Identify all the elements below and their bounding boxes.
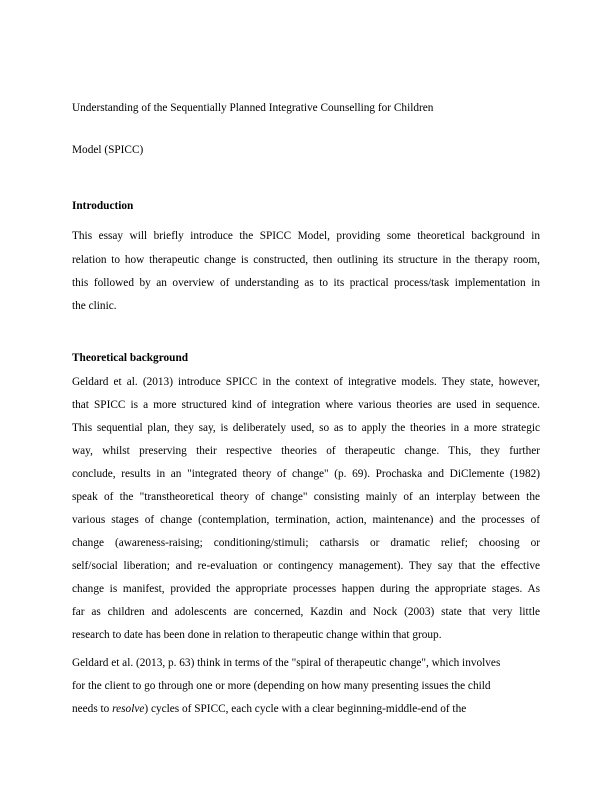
spiral-text-before: needs to: [72, 703, 113, 715]
emphasized-word: resolve: [112, 703, 145, 715]
theoretical-background-line: This sequential plan, they say, is deliberately used, so as to apply the theories in a more strategic: [72, 422, 540, 434]
theoretical-background-line: far as children and adolescents are concerned, Kazdin and Nock (2003) state that very little: [72, 606, 540, 618]
theoretical-background-line: Geldard et al. (2013) introduce SPICC in the context of integrative models. They state, however,: [72, 376, 540, 388]
spiral-paragraph-line: [72, 702, 466, 716]
theoretical-background-line: conclude, results in an "integrated theory of change" (p. 69). Prochaska and DiClemente (1982): [72, 468, 540, 480]
spiral-paragraph-line: Geldard et al. (2013, p. 63) think in terms of the "spiral of therapeutic change", which involves: [72, 657, 501, 669]
theoretical-background-line: self/social liberation; and re-evaluation or contingency management). They say that the effective: [72, 560, 540, 572]
theoretical-background-line: that SPICC is a more structured kind of integration where various theories are used in sequence.: [72, 399, 540, 411]
spiral-paragraph-line: for the client to go through one or more (depending on how many presenting issues the child: [72, 680, 491, 692]
theoretical-background-line: change is manifest, provided the appropriate processes happen during the appropriate stages. As: [72, 583, 540, 595]
introduction-line: relation to how therapeutic change is constructed, then outlining its structure in the therapy room,: [72, 254, 540, 266]
document-title-line-2: Model (SPICC): [72, 144, 144, 156]
introduction-heading: Introduction: [72, 200, 134, 212]
theoretical-background-line: change (awareness-raising; conditioning/stimuli; catharsis or dramatic relief; choosing or: [72, 537, 540, 549]
theoretical-background-line: speak of the "transtheoretical theory of change" consisting mainly of an interplay between the: [72, 491, 540, 503]
spiral-text-after: ) cycles of SPICC, each cycle with a clear beginning-middle-end of the: [144, 703, 467, 715]
theoretical-background-line: way, whilst preserving their respective theories of therapeutic change. This, they further: [72, 445, 540, 457]
theoretical-background-heading: Theoretical background: [72, 352, 189, 364]
introduction-line: this followed by an overview of understanding as to its practical process/task implementation in: [72, 277, 540, 289]
theoretical-background-line: various stages of change (contemplation, termination, action, maintenance) and the processes of: [72, 514, 540, 526]
theoretical-background-line: research to date has been done in relation to therapeutic change within that group.: [72, 629, 442, 641]
document-title-line-1: Understanding of the Sequentially Planned Integrative Counselling for Children: [72, 102, 434, 114]
introduction-line: the clinic.: [72, 300, 117, 312]
introduction-line: This essay will briefly introduce the SPICC Model, providing some theoretical background in: [72, 230, 540, 242]
